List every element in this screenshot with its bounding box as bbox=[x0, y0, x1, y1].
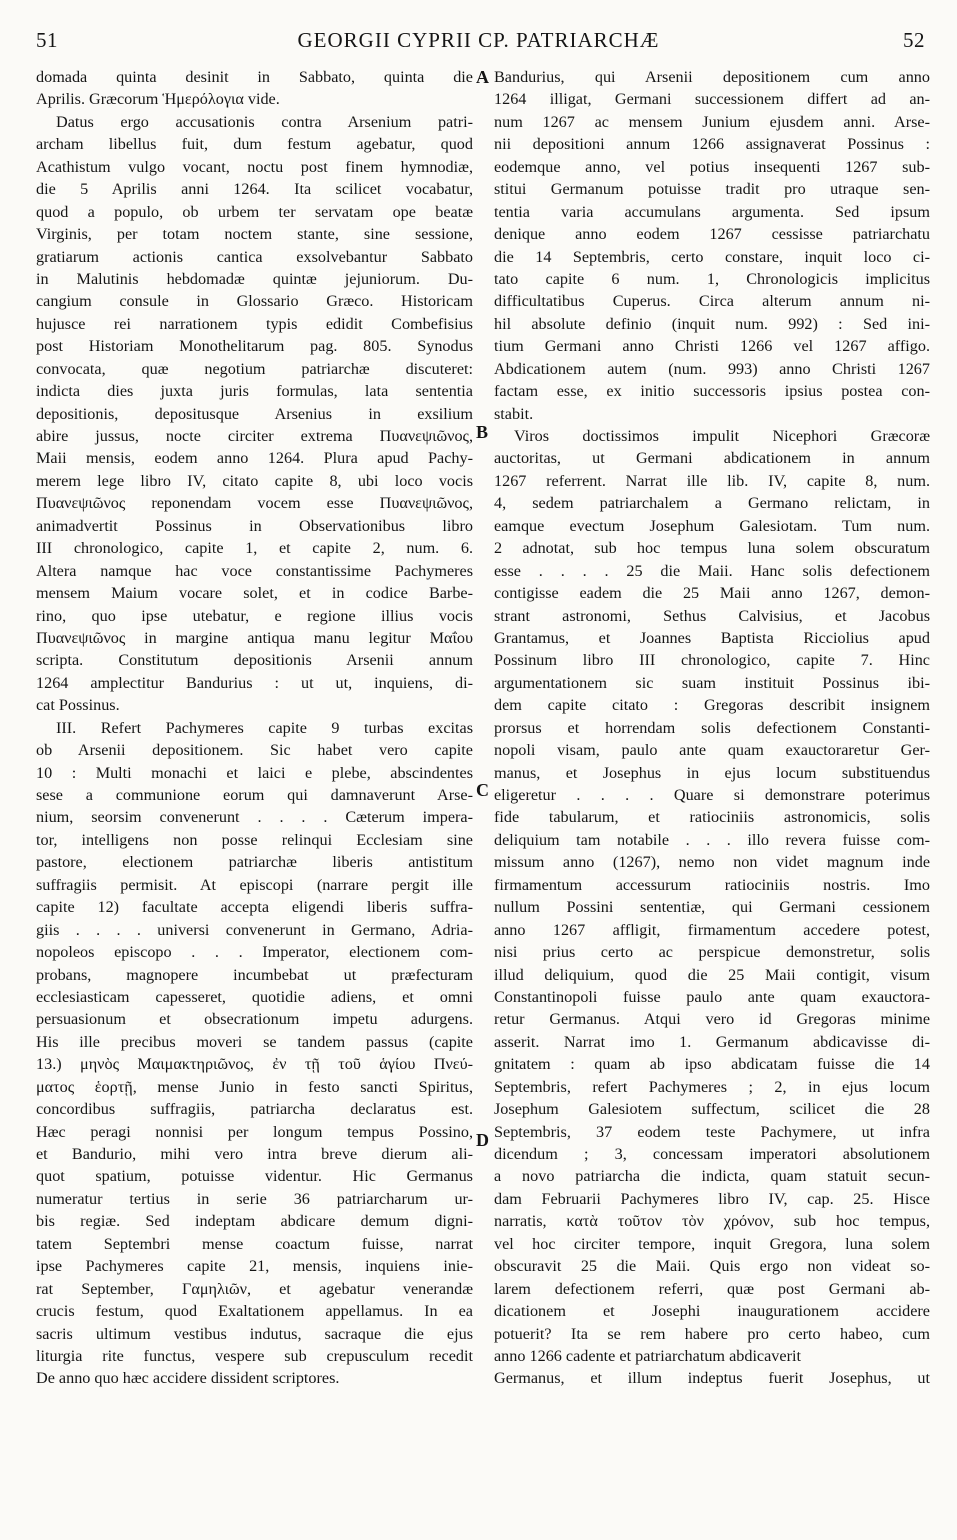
page-number-right: 52 bbox=[903, 28, 925, 52]
text-line: abire jussus, nocte circiter extrema Πυανεψιῶνος, bbox=[36, 427, 473, 445]
text-line: Πυανεψιῶνος reponendam vocem esse Πυανεψιῶνος, bbox=[36, 494, 473, 513]
text-line: tato capite 6 num. 1, Chronologicis implicitus bbox=[494, 269, 930, 288]
text-line: cat Possinus. bbox=[36, 696, 120, 715]
text-line: gnitatem : quam ab ipso abdicatam fuisse die 14 bbox=[494, 1055, 930, 1074]
text-line: 13.) μηνὸς Μαιμακτηριῶνος, ἐν τῇ τοῦ ἁγίου Πνεύ- bbox=[36, 1055, 473, 1074]
text-line: giis . . . . universi convenerunt in Germano, Adria- bbox=[36, 920, 473, 939]
text-line: Bandurius, qui Arsenii depositionem cum anno bbox=[494, 68, 930, 86]
text-line: Hæc peragi nonnisi per longum tempus Possino, bbox=[36, 1122, 473, 1141]
text-line: 1267 referrent. Narrat ille lib. IV, capite 8, num. bbox=[494, 471, 930, 490]
text-line: eodemque anno, vel potius insequenti 1267 sub- bbox=[494, 157, 930, 176]
running-header bbox=[0, 28, 957, 56]
text-line: quod a populo, ob urbem ter servatam ope beatæ bbox=[36, 202, 473, 221]
text-line: Constantinopoli fuisse paulo ante quam exauctora- bbox=[494, 987, 930, 1006]
text-line: potuerit? Ita se rem habere pro certo habeo, cum bbox=[494, 1324, 930, 1343]
text-line: capite 12) facultate accepta eligendi liberis suffra- bbox=[36, 898, 473, 917]
text-line: illud deliquium, quod die 25 Maii contigit, visum bbox=[494, 965, 930, 984]
text-line: 1264 illigat, Germani successionem differt ad an- bbox=[494, 90, 930, 109]
text-line: depositionis, depositusque Arsenius in exsilium bbox=[36, 404, 473, 423]
text-line: ecclesiasticam capesseret, quotidie adiens, et omni bbox=[36, 987, 473, 1006]
text-line: tor, intelligens non posse relinqui Ecclesiam sine bbox=[36, 830, 473, 849]
text-line: probans, magnopere incumbebat ut præfecturam bbox=[36, 965, 473, 984]
text-line: bis regiæ. Sed indeptam abdicare demum digni- bbox=[36, 1212, 473, 1231]
text-line: Datus ergo accusationis contra Arsenium patri- bbox=[56, 112, 473, 131]
text-line: ματος ἑορτῇ, mense Junio in festo sancti Spiritus, bbox=[36, 1077, 473, 1096]
text-line: eamque evectum Josephum Galesiotam. Tum num. bbox=[494, 516, 930, 535]
text-line: missum anno (1267), nemo non videt magnum inde bbox=[494, 853, 930, 872]
text-line: nisi prius certo ac perspicue demonstretur, solis bbox=[494, 943, 930, 962]
text-line: animadvertit Possinus in Observationibus libro bbox=[36, 516, 473, 535]
text-line: Josephum Galesiotem suffectum, scilicet die 28 bbox=[494, 1100, 930, 1119]
text-line: 2 adnotat, sub hoc tempus luna solem obscuratum bbox=[494, 539, 930, 558]
text-line: Altera namque hac voce constantissime Pachymeres bbox=[36, 561, 473, 580]
text-line: obscuravit 25 die Maii. Quis ergo non videat so- bbox=[494, 1257, 930, 1276]
text-line: nopoli visam, paulo ante quam exauctoraretur Ger- bbox=[494, 741, 930, 760]
text-line: 1264 amplectitur Bandurius : ut ut, inquiens, di- bbox=[36, 673, 473, 692]
text-line: III. Refert Pachymeres capite 9 turbas excitas bbox=[56, 718, 473, 737]
text-line: Possinum libro III chronologico, capite 7. Hinc bbox=[494, 651, 930, 670]
text-line: hujusce rei narrationem typis edidit Combefisius bbox=[36, 314, 473, 333]
text-line: tentia varia accumulans argumenta. Sed ipsum bbox=[494, 202, 930, 221]
text-line: Abdicationem autem (num. 993) anno Christi 1267 bbox=[494, 359, 930, 378]
text-line: in Malutinis hebdomadæ quintæ jejuniorum. Du- bbox=[36, 269, 473, 288]
text-line: et Bandurio, mihi vero intra breve dierum ali- bbox=[36, 1145, 473, 1163]
text-line: His ille precibus moveri se tandem passus (capite bbox=[36, 1032, 473, 1051]
text-line: dicendum ; 3, concessam imperatori absolutionem bbox=[494, 1145, 930, 1163]
text-line: Acathistum vulgo vocant, noctu post finem hymnodiæ, bbox=[36, 157, 473, 176]
text-line: concordibus suffragiis, patriarcha declaratus est. bbox=[36, 1100, 473, 1119]
text-line: factam esse, ex initio successoris ipsius postea con- bbox=[494, 382, 930, 401]
text-line: ipse Pachymeres capite 21, mensis, inquiens inie- bbox=[36, 1257, 473, 1276]
text-line: crucis festum, quod Exaltationem appellamus. In ea bbox=[36, 1302, 473, 1321]
text-line: larem defectionem referri, quæ post Germani ab- bbox=[494, 1279, 930, 1298]
text-line: dam Februarii Pachymeres libro IV, cap. 25. Hisce bbox=[494, 1189, 930, 1208]
text-line: firmamentum accessurum ratiociniis nostris. Imo bbox=[494, 875, 930, 894]
text-line: asserit. Narrat imo 1. Germanum abdicavisse di- bbox=[494, 1032, 930, 1051]
text-line: persuasionum et obsecrationum impetu adurgens. bbox=[36, 1010, 473, 1029]
text-line: auctoritas, ut Germani abdicationem in annum bbox=[494, 449, 930, 468]
text-line: domada quinta desinit in Sabbato, quinta die bbox=[36, 68, 473, 86]
text-line: retur Germanus. Atqui vero id Gregoras minime bbox=[494, 1010, 930, 1029]
text-line: hil absolute definio (inquit num. 992) : Sed ini- bbox=[494, 314, 930, 333]
text-line: vel hoc circiter tempore, inquit Gregora, luna solem bbox=[494, 1234, 930, 1253]
text-line: suffragiis permisit. At episcopi (narrare pergit ille bbox=[36, 875, 473, 894]
text-line: nium, seorsim convenerunt . . . . Cæterum impera- bbox=[36, 808, 473, 827]
text-line: anno 1267 affligit, firmamentum accedere potest, bbox=[494, 920, 930, 939]
text-line: scripta. Constitutum depositionis Arsenii annum bbox=[36, 651, 473, 670]
text-line: gratiarum actionis cantica exsolvebantur Sabbato bbox=[36, 247, 473, 266]
text-line: mensem Maium vocare solet, et in codice Barbe- bbox=[36, 584, 473, 603]
text-line: De anno quo hæc accidere dissident scriptores. bbox=[36, 1369, 340, 1388]
text-line: III chronologico, capite 1, et capite 2, num. 6. bbox=[36, 539, 473, 558]
text-line: 4, sedem patriarchalem a Germano relictam, in bbox=[494, 494, 930, 513]
right-column bbox=[494, 66, 930, 1390]
text-line: pastore, electionem patriarchæ liberis antistitum bbox=[36, 853, 473, 872]
text-line: eligeretur . . . . Quare si demonstrare poterimus bbox=[494, 786, 930, 804]
text-line: Aprilis. Græcorum Ἡμερόλογια vide. bbox=[36, 90, 280, 109]
text-line: rino, quo ipse utebatur, e regione illius vocis bbox=[36, 606, 473, 625]
text-line: quot spatium, potuisse videntur. Hic Germanus bbox=[36, 1167, 473, 1186]
text-line: numeratur tertius in serie 36 patriarcharum ur- bbox=[36, 1189, 473, 1208]
text-line: fide tabularum, et ratiociniis astronomicis, solis bbox=[494, 808, 930, 827]
text-line: convocata, quæ negotium patriarchæ discuteret: bbox=[36, 359, 473, 378]
text-line: contigisse eadem die 25 Maii anno 1267, demon- bbox=[494, 584, 930, 603]
margin-letter-c: C bbox=[476, 780, 489, 800]
text-line: deliquium tam notabile . . . illo revera fuisse com- bbox=[494, 830, 930, 849]
text-line: difficultatibus Cuperus. Circa alterum annum ni- bbox=[494, 292, 930, 311]
text-line: Germanus, et illum indeptus fuerit Josephus, ut bbox=[494, 1369, 930, 1388]
text-line: die 5 Aprilis anni 1264. Ita scilicet vocabatur, bbox=[36, 180, 473, 199]
page-number-left: 51 bbox=[36, 28, 58, 52]
text-line: anno 1266 cadente et patriarchatum abdicaverit bbox=[494, 1346, 801, 1365]
text-line: dicationem et Josephi inaugurationem accidere bbox=[494, 1302, 930, 1321]
text-line: nii depositioni annum 1266 assignaverat Possinus : bbox=[494, 135, 930, 154]
text-line: tatem Septembri mense coactum fuisse, narrat bbox=[36, 1234, 473, 1253]
text-line: stitui Germanum potuisse tradit pro utraque sen- bbox=[494, 180, 930, 199]
margin-letter-a: A bbox=[476, 67, 489, 87]
text-line: indicta dies juxta juris formulas, lata sententia bbox=[36, 382, 473, 401]
text-line: cangium consule in Glossario Græco. Historicam bbox=[36, 292, 473, 311]
text-line: manus, et Josephus in ejus locum substituendus bbox=[494, 763, 930, 782]
left-column bbox=[36, 66, 473, 1390]
text-line: Maii mensis, eodem anno 1264. Plura apud Pachy- bbox=[36, 449, 473, 468]
running-title: GEORGII CYPRII CP. PATRIARCHÆ bbox=[297, 28, 660, 52]
text-line: Grantamus, et Joannes Baptista Ricciolius apud bbox=[494, 628, 930, 647]
text-line: Septembris, 37 eodem teste Pachymere, ut infra bbox=[494, 1122, 930, 1141]
text-line: prorsus et horrendam solis defectionem Constanti- bbox=[494, 718, 930, 737]
text-line: die 14 Septembris, certo constare, inquit loco ci- bbox=[494, 247, 930, 266]
margin-letter-d: D bbox=[476, 1130, 489, 1150]
text-line: argumentationem sic suam instituit Possinus ibi- bbox=[494, 673, 930, 692]
text-line: Viros doctissimos impulit Nicephori Græcoræ bbox=[514, 427, 930, 445]
text-line: Septembris, refert Pachymeres ; 2, in ejus locum bbox=[494, 1077, 930, 1096]
text-line: archam libellus fuit, dum festum agebatur, quod bbox=[36, 135, 473, 154]
text-line: nullum Possini sententiæ, qui Germani cessionem bbox=[494, 898, 930, 917]
text-line: denique anno eodem 1267 cessisse patriarchatu bbox=[494, 225, 930, 244]
text-line: merem lege libro IV, citato capite 8, ubi loco vocis bbox=[36, 471, 473, 490]
text-line: dem capite citato : Gregoras describit insignem bbox=[494, 696, 930, 715]
margin-letter-b: B bbox=[476, 422, 489, 442]
text-line: 10 : Multi monachi et laici e plebe, abscindentes bbox=[36, 763, 473, 782]
text-line: post Historiam Monothelitarum pag. 805. Synodus bbox=[36, 337, 473, 356]
text-line: sese a communione eorum qui damnaverunt Arse- bbox=[36, 786, 473, 804]
text-line: esse . . . . 25 die Maii. Hanc solis defectionem bbox=[494, 561, 930, 580]
text-line: strant astronomi, Sethus Calvisius, et Jacobus bbox=[494, 606, 930, 625]
text-line: Πυανεψιῶνος in margine antiqua manu legitur Μαΐου bbox=[36, 628, 473, 647]
text-line: nopoleos episcopo . . . Imperator, electionem com- bbox=[36, 943, 473, 962]
text-line: Virginis, per totam noctem stante, sine sessione, bbox=[36, 225, 473, 244]
text-line: a novo patriarcha die indicta, quam statuit secun- bbox=[494, 1167, 930, 1186]
text-line: stabit. bbox=[494, 404, 534, 423]
text-line: tium Germani anno Christi 1266 vel 1267 affigo. bbox=[494, 337, 930, 356]
text-line: ob Arsenii depositionem. Sic habet vero capite bbox=[36, 741, 473, 760]
text-line: narratis, κατὰ τοῦτον τὸν χρόνον, sub hoc tempus, bbox=[494, 1212, 930, 1231]
text-line: num 1267 ac mensem Junium ejusdem anni. Arse- bbox=[494, 112, 930, 131]
text-line: liturgia rite functus, vespere sub crepusculum recedit bbox=[36, 1346, 473, 1365]
text-line: rat September, Γαμηλιῶν, et agebatur venerandæ bbox=[36, 1279, 473, 1298]
text-line: sacris ultimum vestibus indutus, sacraque die ejus bbox=[36, 1324, 473, 1343]
